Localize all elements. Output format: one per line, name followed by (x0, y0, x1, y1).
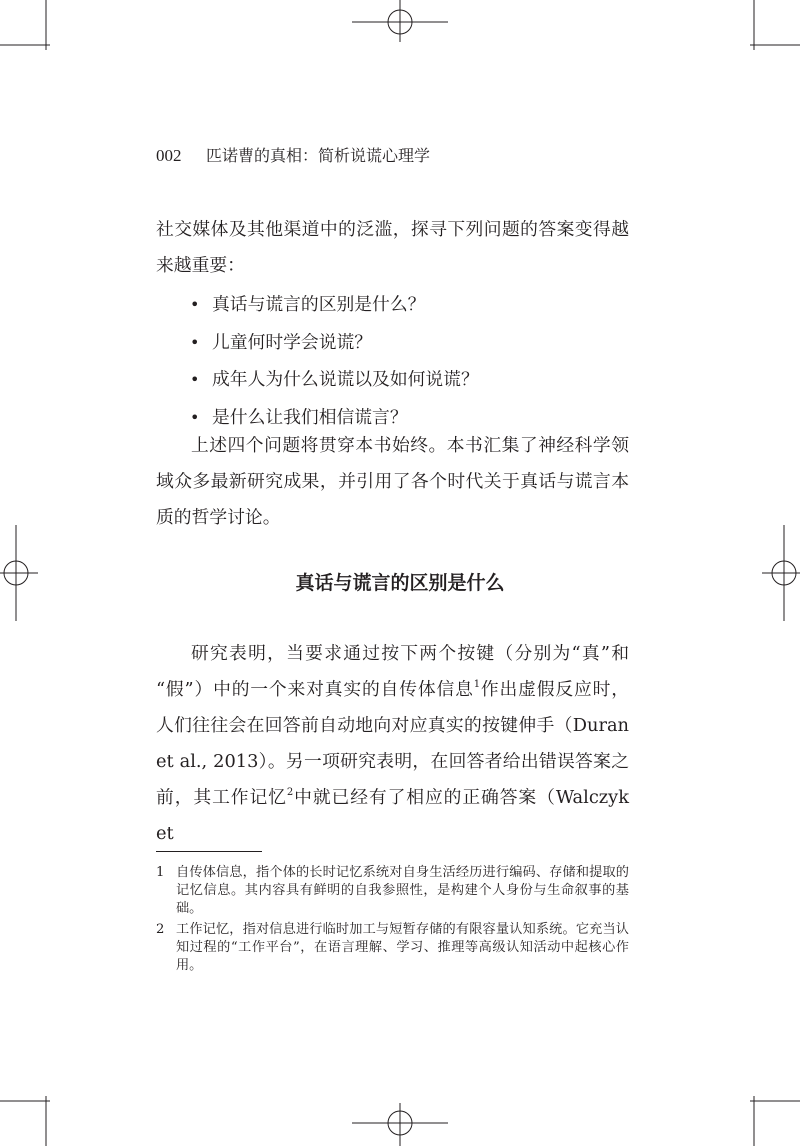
section-heading: 真话与谎言的区别是什么 (295, 572, 505, 594)
intro-line: 社交媒体及其他渠道中的泛滥，探寻下列问题的答案变得越 (156, 219, 629, 240)
bullet-icon: • (190, 332, 200, 352)
intro-line: 来越重要： (156, 255, 245, 276)
footnote (156, 864, 629, 919)
body-paragraph (156, 636, 629, 844)
body-line: “假”）中的一个来对真实的自传体信息$^1$作出虚假反应时， (156, 679, 629, 700)
intro-paragraph (156, 212, 629, 284)
page-number: 002 (156, 146, 182, 165)
bullet-icon: • (190, 370, 200, 389)
list-item: • 成年人为什么说谎以及如何说谎？ (190, 361, 479, 399)
list-item: • 真话与谎言的区别是什么？ (190, 286, 479, 324)
footnote-text: 工作记忆，指对信息进行临时加工与短暂存储的有限容量认知系统。它充当认知过程的“工作平台”，在语言理解、学习、推理等高级认知活动中起核心作用。 (176, 921, 629, 974)
running-header (156, 146, 430, 166)
book-title: 匹诺曹的真相：简析说谎心理学 (206, 146, 431, 165)
body-line: 前，其工作记忆$^2$中就已经有了相应的正确答案（Walczyk et (156, 787, 629, 844)
footnotes (156, 864, 629, 977)
footnote-ref-1[interactable]: 1 (473, 679, 481, 690)
summary-line: 上述四个问题将贯穿本书始终。本书汇集了神经科学领 (191, 435, 629, 456)
footnote (156, 921, 629, 976)
footnote-number: 1 (156, 865, 165, 880)
list-item: • 儿童何时学会说谎？ (190, 324, 479, 362)
summary-line: 域众多最新研究成果，并引用了各个时代关于真话与谎言本 (156, 471, 629, 492)
footnote-number: 2 (156, 921, 165, 937)
body-line: et al., 2013）。另一项研究表明，在回答者给出错误答案之 (156, 751, 629, 772)
question-list (190, 286, 479, 436)
body-line: 研究表明，当要求通过按下两个按键（分别为“真”和 (191, 643, 629, 664)
bullet-icon: • (190, 295, 200, 314)
list-item: • 是什么让我们相信谎言？ (190, 399, 479, 437)
footnote-divider (156, 851, 262, 852)
summary-paragraph (156, 428, 629, 536)
bullet-icon: • (190, 407, 200, 427)
body-line: 人们往往会在回答前自动地向对应真实的按键伸手（Duran (156, 715, 629, 736)
footnote-text: 自传体信息，指个体的长时记忆系统对自身生活经历进行编码、存储和提取的记忆信息。其内容具有鲜明的自我参照性，是构建个人身份与生命叙事的基础。 (176, 865, 629, 917)
footnote-ref-2[interactable]: 2 (286, 787, 294, 798)
summary-line: 质的哲学讨论。 (156, 507, 281, 528)
